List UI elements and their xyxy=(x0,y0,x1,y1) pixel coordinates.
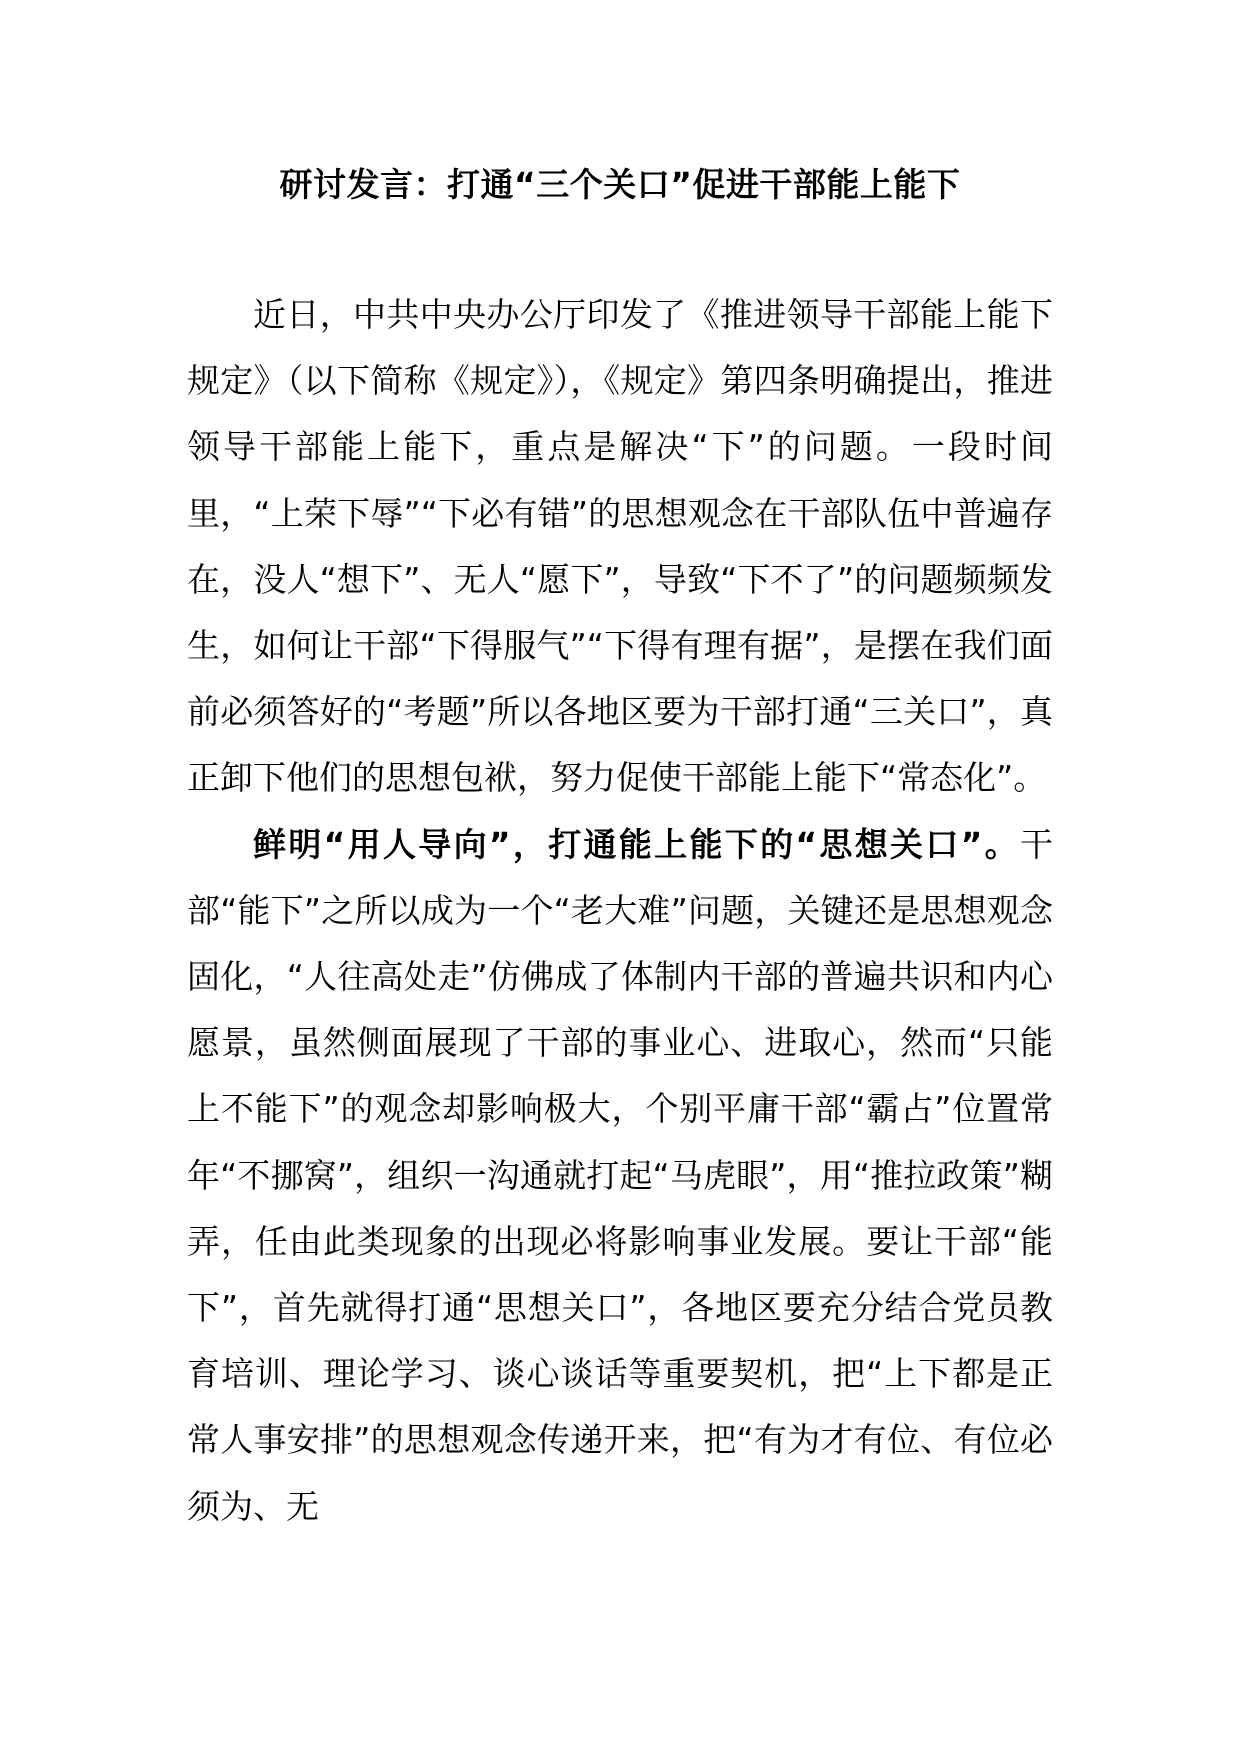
paragraph-intro xyxy=(187,282,1053,812)
paragraph-thought-gateway xyxy=(187,812,1053,1540)
paragraph-lead-heading: 鲜明“用人导向”，打通能上能下的“思想关口”。 xyxy=(253,824,1020,864)
document-title: 研讨发言：打通“三个关口”促进干部能上能下 xyxy=(279,165,961,204)
document-body xyxy=(187,282,1053,1540)
paragraph-text: 近日，中共中央办公厅印发了《推进领导干部能上能下规定》（以下简称《规定》），《规定》第四条明确提出，推进领导干部能上能下，重点是解决“下”的问题。一段时间里，“上荣下辱”“下必有错”的思想观念在干部队伍中普遍存在，没人“想下”、无人“愿下”，导致“下不了”的问题频频发生，如何让干部“下得服气”“下得有理有据”，是摆在我们面前必须答好的“考题”所以各地区要为干部打通“三关口”，真正卸下他们的思想包袱，努力促使干部能上能下“常态化”。 xyxy=(187,295,1053,798)
paragraph-text: 干部“能下”之所以成为一个“老大难”问题，关键还是思想观念固化，“人往高处走”仿佛成了体制内干部的普遍共识和内心愿景，虽然侧面展现了干部的事业心、进取心，然而“只能上不能下”的观念却影响极大，个别平庸干部“霸占”位置常年“不挪窝”，组织一沟通就打起“马虎眼”，用“推拉政策”糊弄，任由此类现象的出现必将影响事业发展。要让干部“能下”，首先就得打通“思想关口”，各地区要充分结合党员教育培训、理论学习、谈心谈话等重要契机，把“上下都是正常人事安排”的思想观念传递开来，把“有为才有位、有位必须为、无 xyxy=(187,824,1053,1526)
